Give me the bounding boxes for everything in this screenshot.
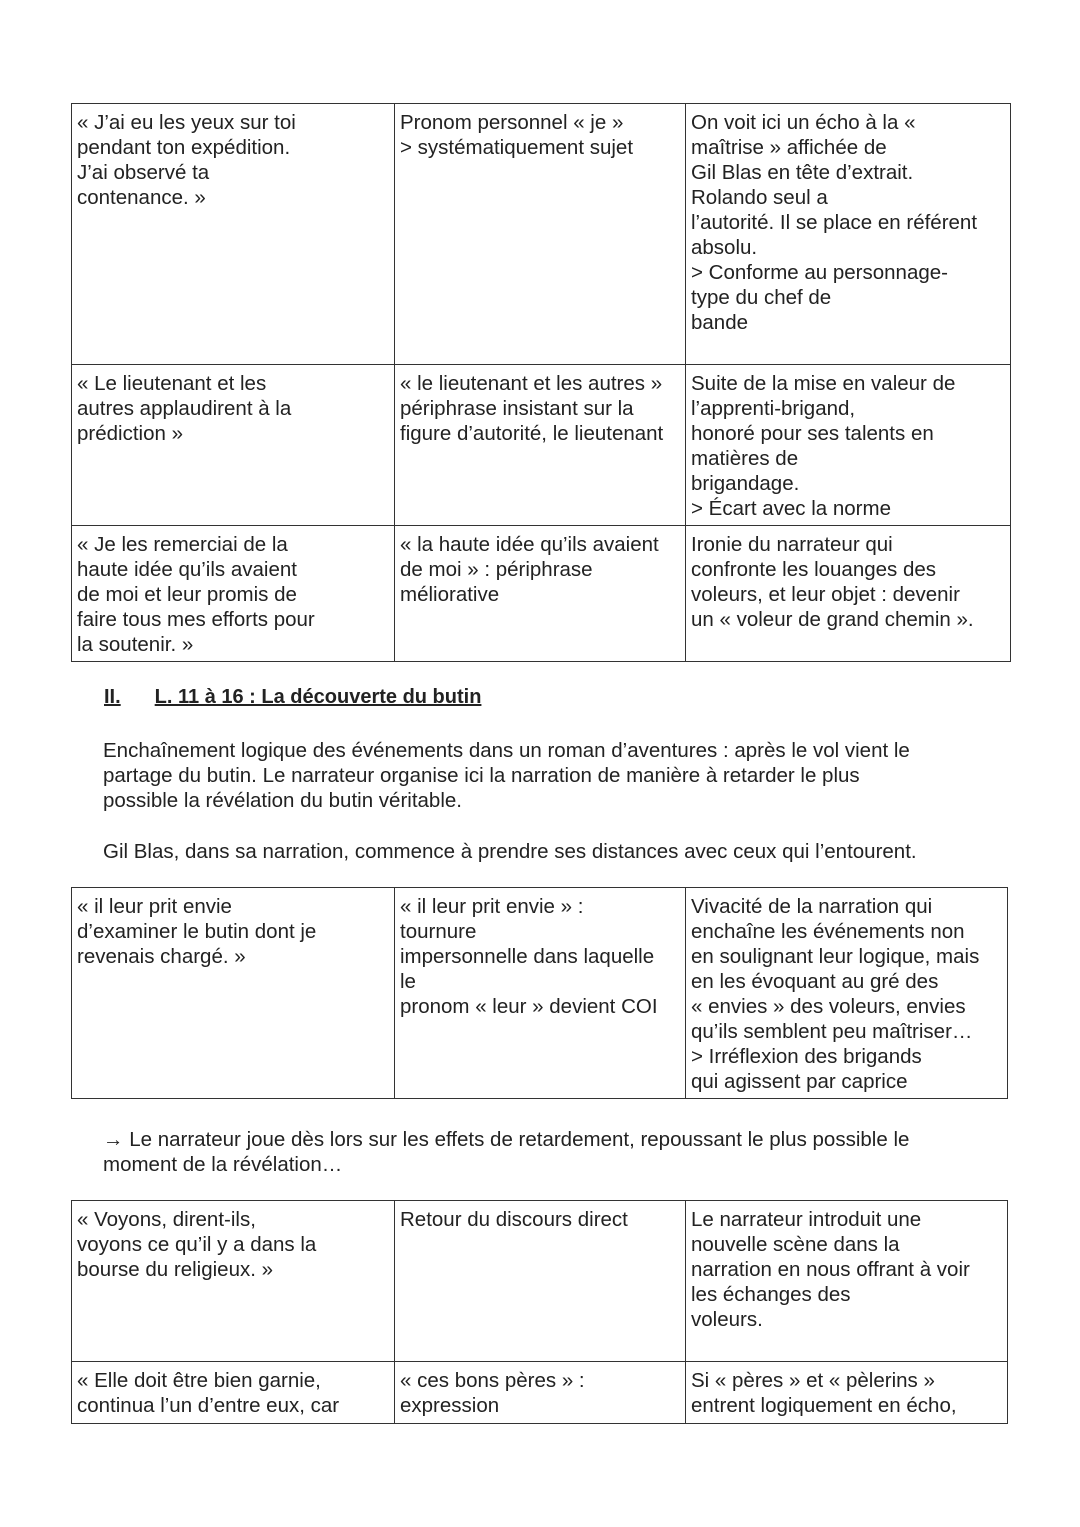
interpretation-cell: Si « pères » et « pèlerins » entrent logiquement en écho, — [686, 1362, 1008, 1424]
interpretation-cell: Ironie du narrateur qui confronte les louanges des voleurs, et leur objet : devenir un « voleur de grand chemin ». — [686, 526, 1011, 662]
analysis-table-3 — [71, 1200, 1008, 1424]
analysis-table-1 — [71, 103, 1011, 662]
quote-cell: « Elle doit être bien garnie, continua l’un d’entre eux, car — [72, 1362, 395, 1424]
table-row — [72, 365, 1011, 526]
section-intro-paragraph-2: Gil Blas, dans sa narration, commence à prendre ses distances avec ceux qui l’entourent. — [103, 840, 917, 863]
table-row — [72, 104, 1011, 365]
quote-cell: « Le lieutenant et les autres applaudirent à la prédiction » — [72, 365, 395, 526]
interpretation-cell: Suite de la mise en valeur de l’apprenti-brigand, honoré pour ses talents en matières de brigandage. > Écart avec la norme — [686, 365, 1011, 526]
section-heading — [104, 686, 481, 709]
quote-cell: « Voyons, dirent-ils, voyons ce qu’il y a dans la bourse du religieux. » — [72, 1201, 395, 1362]
table-row — [72, 526, 1011, 662]
figure-cell: « la haute idée qu’ils avaient de moi » : périphrase méliorative — [395, 526, 686, 662]
quote-cell: « Je les remerciai de la haute idée qu’ils avaient de moi et leur promis de faire tous mes efforts pour la soutenir. » — [72, 526, 395, 662]
interpretation-cell: Vivacité de la narration qui enchaîne les événements non en soulignant leur logique, mais en les évoquant au gré des « envies » des voleurs, envies qu’ils semblent peu maîtriser… > Irréflexion des brigands qui agissent par caprice — [686, 888, 1008, 1099]
table-row — [72, 1362, 1008, 1424]
figure-cell: « le lieutenant et les autres » périphrase insistant sur la figure d’autorité, le lieutenant — [395, 365, 686, 526]
figure-cell: Pronom personnel « je » > systématiquement sujet — [395, 104, 686, 365]
figure-cell: « ces bons pères » : expression — [395, 1362, 686, 1424]
quote-cell: « il leur prit envie d’examiner le butin dont je revenais chargé. » — [72, 888, 395, 1099]
section-title: L. 11 à 16 : La découverte du butin — [154, 686, 482, 708]
section-intro-paragraph: Enchaînement logique des événements dans un roman d’aventures : après le vol vient le partage du butin. Le narrateur organise ici la narration de manière à retarder le plus possible la révélation du butin véritable. — [103, 739, 910, 812]
figure-cell: « il leur prit envie » : tournure impersonnelle dans laquelle le pronom « leur » devient COI — [395, 888, 686, 1099]
table-row — [72, 888, 1008, 1099]
interpretation-cell: On voit ici un écho à la « maîtrise » affichée de Gil Blas en tête d’extrait. Rolando seul a l’autorité. Il se place en référent absolu. > Conforme au personnage- type du chef de bande — [686, 104, 1011, 365]
arrow-note: → Le narrateur joue dès lors sur les effets de retardement, repoussant le plus possible le moment de la révélation… — [103, 1128, 910, 1176]
table-row — [72, 1201, 1008, 1362]
analysis-table-2 — [71, 887, 1008, 1099]
section-number: II. — [104, 686, 121, 708]
quote-cell: « J’ai eu les yeux sur toi pendant ton expédition. J’ai observé ta contenance. » — [72, 104, 395, 365]
interpretation-cell: Le narrateur introduit une nouvelle scène dans la narration en nous offrant à voir les échanges des voleurs. — [686, 1201, 1008, 1362]
figure-cell: Retour du discours direct — [395, 1201, 686, 1362]
